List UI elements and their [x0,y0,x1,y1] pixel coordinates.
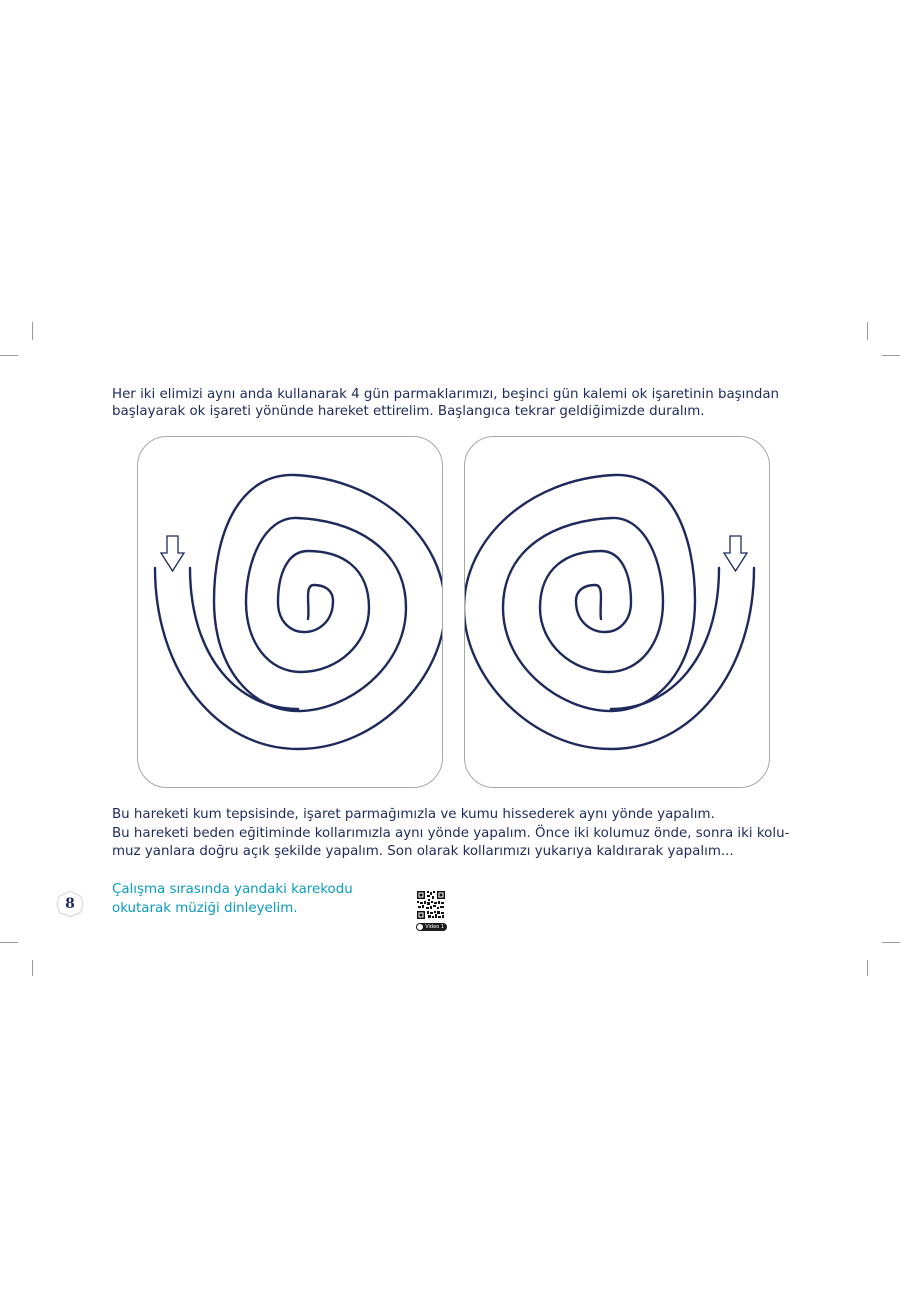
qr-code-icon[interactable] [416,890,446,920]
crop-mark [882,942,900,943]
spiral-card-right [464,436,770,788]
spiral-card-left [137,436,443,788]
crop-mark [882,355,900,356]
play-icon [417,924,423,930]
instruction-text [112,386,779,420]
activities-line: muz yanlara doğru açık şekilde yapalım. Son olarak kollarımızı yukarıya kaldırarak yapalım... [112,844,734,859]
music-note-line: Çalışma sırasında yandaki karekodu [112,882,353,897]
crop-mark [32,960,33,976]
spiral-track-outer [155,475,443,749]
crop-mark [0,355,18,356]
instruction-line: başlayarak ok işareti yönünde hareket ettirelim. Başlangıca tekrar geldiğimizde duralım. [112,404,705,419]
crop-mark [867,322,868,340]
spiral-right-drawing [465,437,770,788]
activities-text [112,806,789,862]
down-arrow-right-icon [724,536,747,571]
spiral-left-drawing [138,437,443,788]
music-note-text [112,880,353,918]
music-note-line: okutarak müziği dinleyelim. [112,901,298,916]
qr-label-text: Video 1 [425,924,444,930]
crop-mark [32,322,33,340]
crop-mark [0,942,18,943]
crop-mark [867,960,868,976]
activities-line: Bu hareketi kum tepsisinde, işaret parmağımızla ve kumu hissederek aynı yönde yapalım. [112,807,715,822]
page-number: 8 [65,896,75,912]
qr-video-label [416,923,447,931]
spiral-track-outer [465,475,754,749]
activities-line: Bu hareketi beden eğitiminde kollarımızla aynı yönde yapalım. Önce iki kolumuz önde, sonra iki kolu- [112,825,790,841]
instruction-line: Her iki elimizi aynı anda kullanarak 4 gün parmaklarımızı, beşinci gün kalemi ok işaretinin başından [112,387,780,402]
down-arrow-left-icon [161,536,184,571]
